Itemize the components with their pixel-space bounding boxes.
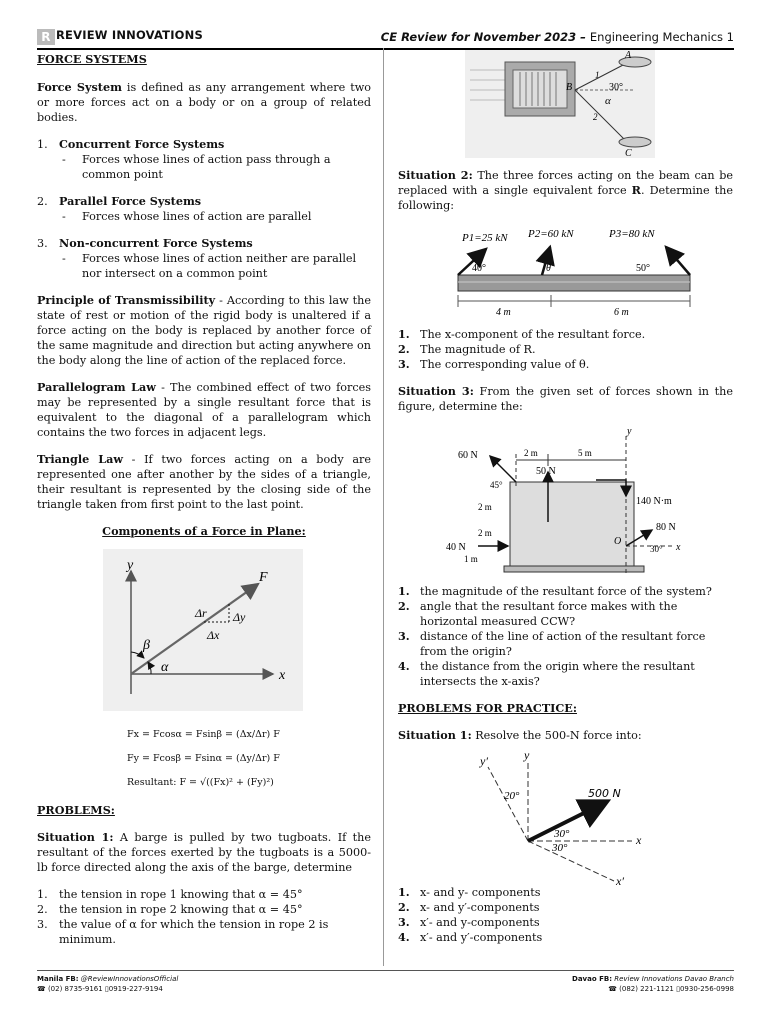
transmissibility-paragraph (37, 293, 371, 368)
item-number: 2. (398, 599, 410, 613)
force-label: F (259, 570, 268, 585)
parallelogram-text: - The combined effect of two forces may be represented by a single resultant force that is equivalent to the diagonal of a parallelogram which contains the two forces in adjacent legs. (37, 381, 371, 439)
dist-2m-low: 2 m (478, 528, 492, 538)
item-text: The corresponding value of θ. (420, 358, 590, 371)
formula-resultant: Resultant: F = √((Fx)² + (Fy)²) (127, 777, 274, 788)
dist-1m: 1 m (464, 554, 478, 564)
def-text: is defined as any arrangement where two or more forces act on a body or on a group of related bodies. (37, 81, 372, 124)
list-item (398, 584, 733, 599)
sit2-questions (398, 327, 733, 372)
force-components-figure (103, 549, 303, 711)
dist-2m-mid: 2 m (478, 502, 492, 512)
dist-4m-label: 4 m (496, 307, 511, 317)
item-number: 3. (398, 629, 410, 643)
point-a-label: A (625, 50, 632, 61)
item-text: the tension in rope 2 knowing that α = 45° (59, 903, 303, 916)
left-column (37, 52, 371, 947)
item-desc: Forces whose lines of action neither are parallel nor intersect on a common point (82, 252, 357, 280)
list-item (37, 902, 371, 917)
item-number: 3. (37, 237, 48, 250)
angle-20-label: 20° (504, 790, 520, 802)
sit3-questions (398, 584, 733, 689)
angle-30b-label: 30° (552, 842, 568, 854)
item-number: 1. (37, 138, 48, 151)
item-text: x- and y′-components (420, 901, 540, 914)
item-desc: Forces whose lines of action are parallel (82, 210, 312, 223)
item-number: 3. (398, 915, 410, 929)
list-item (398, 930, 733, 945)
sit2-text-b: . Determine the following: (398, 184, 733, 212)
item-number: 2. (398, 900, 410, 914)
transmissibility-text: - According to this law the state of rest or motion of the rigid body is unaltered if a force acting on the body is replaced by another force of the same magnitude and direction but acting anywhere on the body along the line of action of the replaced force. (37, 294, 371, 367)
x-prime-label: x′ (616, 874, 624, 888)
logo-text: REVIEW INNOVATIONS (56, 28, 203, 42)
item-number: 2. (37, 903, 48, 916)
list-item: 1. Concurrent Force Systems - Forces whose lines of action pass through a common point (37, 137, 331, 181)
origin-label: O (614, 536, 622, 547)
triangle-term: Triangle Law (37, 452, 123, 466)
angle-30a-label: 30° (554, 828, 570, 840)
angle-30-label: 30° (650, 544, 663, 554)
components-title: Components of a Force in Plane: (102, 524, 306, 538)
subject-title: Engineering Mechanics 1 (589, 30, 734, 44)
situation2-paragraph (398, 168, 733, 213)
y-axis-label: y (127, 558, 134, 573)
force-50n-label: 50 N (536, 466, 556, 477)
sit1-label: Situation 1: (37, 830, 114, 844)
item-text: x′- and y′-components (420, 931, 543, 944)
force-system-definition (37, 80, 371, 125)
list-item (37, 917, 371, 947)
footer-davao (572, 974, 734, 994)
list-item (398, 629, 733, 659)
course-title: CE Review for November 2023 (380, 30, 577, 44)
force-500n-label: 500 N (588, 787, 621, 800)
list-item (398, 885, 733, 900)
practice-title: PROBLEMS FOR PRACTICE: (398, 701, 577, 715)
transmissibility-term: Principle of Transmissibility (37, 293, 216, 307)
item-text: x- and y- components (420, 886, 541, 899)
list-item (398, 599, 733, 629)
item-title: Non-concurrent Force Systems (59, 236, 253, 250)
item-number: 1. (398, 584, 410, 598)
problems-title: PROBLEMS: (37, 803, 115, 817)
angle-50-label: 50° (636, 263, 650, 274)
sit3-label: Situation 3: (398, 384, 474, 398)
list-item (37, 887, 371, 902)
x-axis-label: x (676, 542, 681, 553)
sit1-text: A barge is pulled by two tugboats. If the resultant of the forces exerted by the tugboats is a 5000-lb force directed along the axis of the barge, determine (37, 831, 371, 874)
manila-fb-link[interactable]: @ReviewInnovationsOfficial (80, 975, 179, 983)
item-number: 1. (37, 888, 48, 901)
list-item (398, 357, 733, 372)
barge-figure (465, 50, 655, 158)
item-text: the value of α for which the tension in rope 2 is minimum. (59, 918, 329, 946)
situation3-paragraph (398, 384, 733, 414)
sit2-text-a: The three forces acting on the beam can be replaced with a single equivalent force (398, 169, 734, 197)
beta-label: β (143, 638, 150, 653)
davao-label: Davao FB: (572, 975, 612, 983)
situation1-paragraph (37, 830, 371, 875)
sit3-text: From the given set of forces shown in the figure, determine the: (398, 385, 734, 413)
rope2-label: 2 (593, 112, 598, 122)
triangle-paragraph (37, 452, 371, 512)
brand-logo (37, 28, 203, 45)
list-item (398, 327, 733, 342)
list-item (398, 659, 733, 689)
item-title: Concurrent Force Systems (59, 137, 225, 151)
manila-label: Manila FB: (37, 975, 79, 983)
rope1-label: 1 (595, 70, 600, 80)
triangle-text: - If two forces acting on a body are represented one after another by the sides of a triangle, their resultant is represented by the closing side of the triangle taken from first point to the last point. (37, 453, 371, 511)
item-text: the tension in rope 1 knowing that α = 45° (59, 888, 303, 901)
item-number: 3. (37, 918, 48, 931)
item-text: The magnitude of R. (420, 343, 536, 356)
moment-140-label: 140 N·m (636, 496, 672, 507)
list-item (398, 915, 733, 930)
y-axis-label: y (524, 749, 530, 762)
prac-label: Situation 1: (398, 728, 472, 742)
practice-paragraph (398, 728, 733, 743)
item-number: 2. (398, 342, 410, 356)
def-term: Force System (37, 80, 122, 94)
parallelogram-paragraph (37, 380, 371, 440)
point-c-label: C (625, 148, 632, 158)
force-60n-label: 60 N (458, 450, 478, 461)
header-course (381, 30, 734, 44)
item-desc: Forces whose lines of action pass through a common point (82, 153, 331, 181)
logo-mark-icon: R (37, 29, 55, 45)
point-b-label: B (566, 82, 573, 93)
item-text: the magnitude of the resultant force of the system? (420, 585, 712, 598)
section-title: FORCE SYSTEMS (37, 52, 147, 66)
x-axis-label: x (279, 668, 286, 683)
alpha-label: α (605, 95, 611, 107)
theta-label: θ (546, 263, 551, 274)
davao-fb-link[interactable]: Review Innovations Davao Branch (614, 975, 734, 983)
dr-label: Δr (195, 606, 207, 620)
item-text: the distance from the origin where the resultant intersects the x-axis? (420, 660, 695, 688)
item-number: 4. (398, 659, 410, 673)
formula-fx: Fx = Fcosα = Fsinβ = (Δx/Δr) F (127, 729, 280, 740)
davao-phone: ☎ (082) 221-1121 ▯0930-256-0998 (608, 985, 734, 993)
prac-text: Resolve the 500-N force into: (471, 729, 642, 742)
dist-6m-label: 6 m (614, 307, 629, 317)
sit1-questions (37, 887, 371, 947)
y-prime-label: y′ (480, 754, 488, 768)
page-header (37, 28, 734, 50)
formula-fy: Fy = Fcosβ = Fsinα = (Δy/Δr) F (127, 753, 280, 764)
force-40n-label: 40 N (446, 542, 466, 553)
list-item (398, 900, 733, 915)
beam-figure (454, 225, 694, 317)
p3-label: P3=80 kN (609, 228, 655, 240)
item-text: angle that the resultant force makes with the horizontal measured CCW? (420, 600, 678, 628)
sit2-r: R (631, 183, 641, 197)
column-divider (383, 48, 384, 966)
right-column (398, 50, 733, 945)
angle-45-label: 45° (490, 480, 503, 490)
sit2-label: Situation 2: (398, 168, 473, 182)
item-number: 1. (398, 327, 410, 341)
item-text: x′- and y-components (420, 916, 540, 929)
footer-manila (37, 974, 178, 994)
list-item: 3. Non-concurrent Force Systems - Forces whose lines of action neither are parallel nor intersect on a common point (37, 236, 357, 280)
item-number: 1. (398, 885, 410, 899)
item-number: 3. (398, 357, 410, 371)
p1-label: P1=25 kN (462, 232, 508, 244)
item-number: 4. (398, 930, 410, 944)
item-text: distance of the line of action of the resultant force from the origin? (420, 630, 706, 658)
list-item (398, 342, 733, 357)
dy-label: Δy (233, 610, 246, 624)
course-dash: – (576, 30, 590, 44)
dist-5m: 5 m (578, 448, 592, 458)
x-axis-label: x (636, 833, 642, 847)
resolve-force-figure (472, 749, 662, 889)
alpha-label: α (161, 660, 169, 675)
parallelogram-term: Parallelogram Law (37, 380, 156, 394)
dist-2m-top: 2 m (524, 448, 538, 458)
page-footer (37, 970, 734, 993)
practice-questions (398, 885, 733, 945)
y-axis-label: y (627, 426, 632, 437)
item-number: 2. (37, 195, 48, 208)
item-title: Parallel Force Systems (59, 194, 202, 208)
angle-30-label: 30° (609, 82, 623, 93)
angle-40-label: 40° (472, 263, 486, 274)
force-80n-label: 80 N (656, 522, 676, 533)
item-text: The x-component of the resultant force. (420, 328, 646, 341)
force-system-figure (444, 426, 694, 576)
manila-phone: ☎ (02) 8735-9161 ▯0919-227-9194 (37, 985, 163, 993)
force-system-types (37, 137, 371, 281)
list-item: 2. Parallel Force Systems - Forces whose lines of action are parallel (37, 194, 312, 223)
p2-label: P2=60 kN (528, 228, 574, 240)
dx-label: Δx (207, 628, 220, 642)
